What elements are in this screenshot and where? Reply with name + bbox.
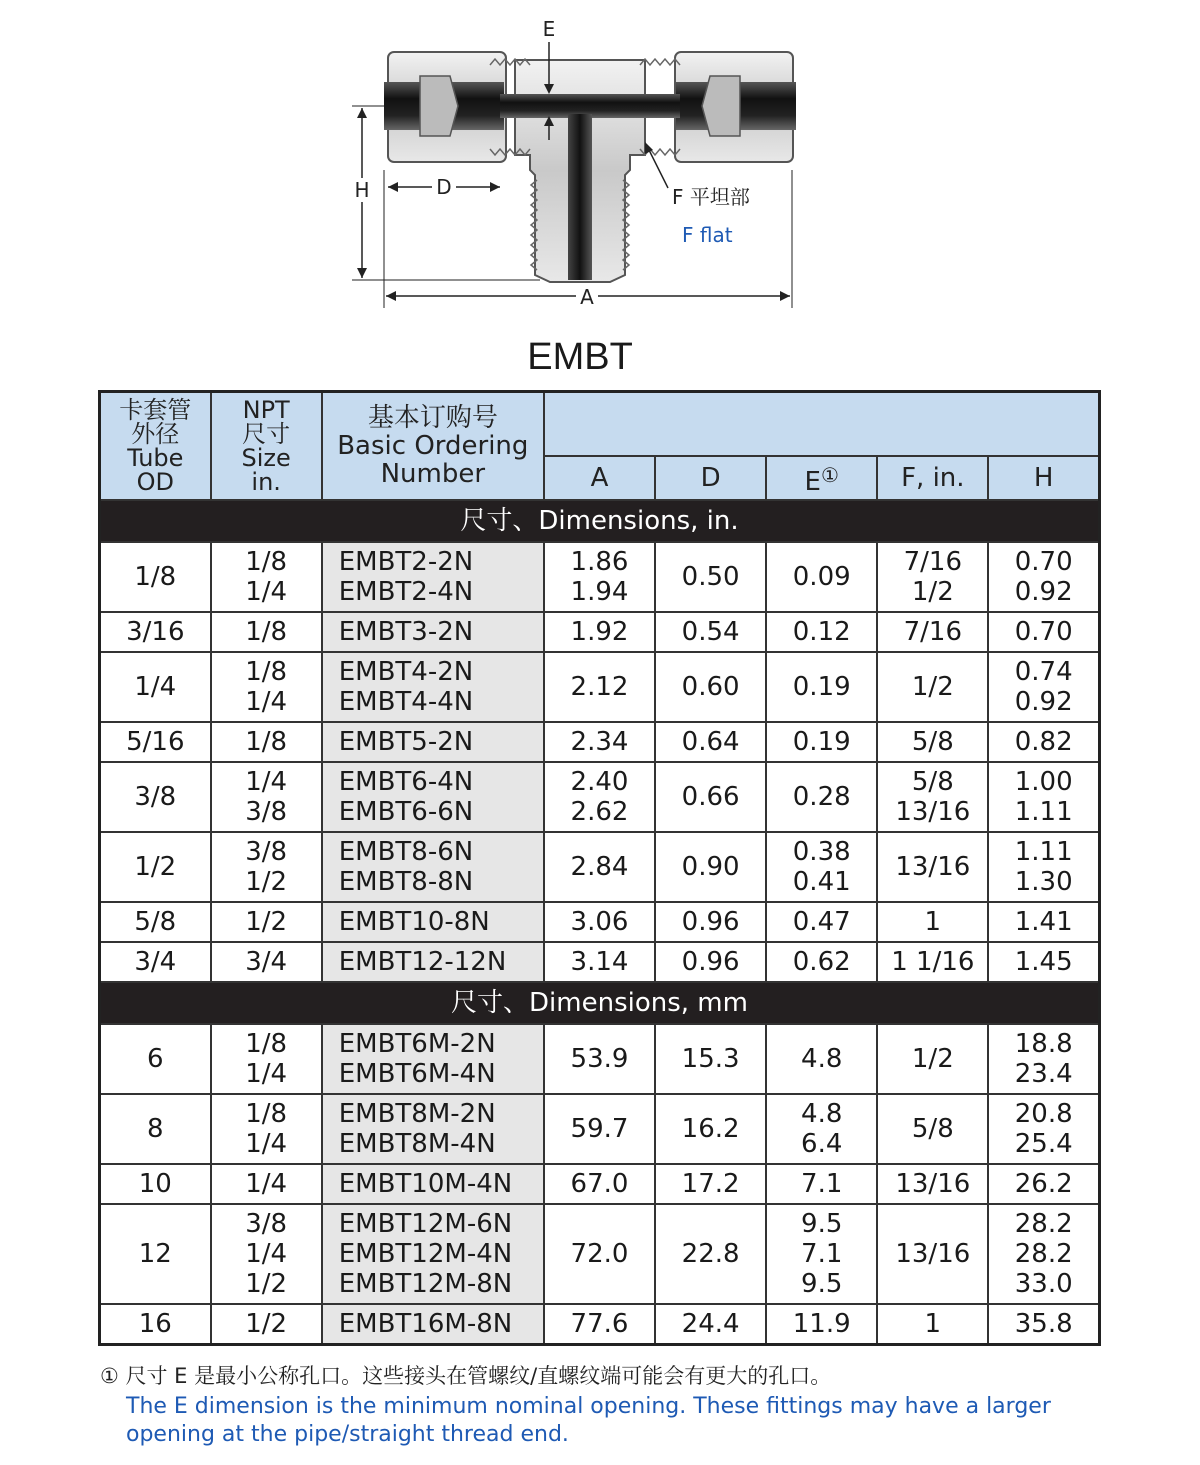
cell-f-line: 13/16 <box>895 1239 971 1269</box>
cell-tube-od: 8 <box>100 1094 211 1164</box>
cell-ordering-number-line: EMBT2-4N <box>338 577 474 607</box>
cell-ordering-number <box>322 762 544 832</box>
cell-ordering-number-line: EMBT12-12N <box>338 947 507 977</box>
header-dimensions-group <box>544 392 1100 457</box>
cell-d-line: 22.8 <box>681 1239 740 1269</box>
dimensions-table <box>98 390 1101 1346</box>
label-e: E <box>542 17 556 41</box>
cell-ordering-number <box>322 1024 544 1094</box>
cell-ordering-number-line: EMBT3-2N <box>338 617 474 647</box>
cell-ordering-number-line: EMBT6-6N <box>338 797 474 827</box>
cell-d-line: 24.4 <box>681 1309 740 1339</box>
cell-npt-size <box>211 1204 322 1304</box>
label-a: A <box>580 285 594 309</box>
label-f-cn: F 平坦部 <box>672 185 750 209</box>
cell-d-line: 0.50 <box>681 562 740 592</box>
cell-f <box>877 1024 988 1094</box>
cell-a-line: 2.40 <box>570 767 629 797</box>
cell-h <box>988 722 1099 762</box>
cell-f-line: 1 1/16 <box>891 947 975 977</box>
cell-h <box>988 1094 1099 1164</box>
cell-tube-od: 3/8 <box>100 762 211 832</box>
cell-a <box>544 652 655 722</box>
cell-h <box>988 612 1099 652</box>
header-a: A <box>544 456 655 500</box>
cell-a-line: 1.92 <box>570 617 629 647</box>
cell-npt-size <box>211 722 322 762</box>
cell-npt-size <box>211 902 322 942</box>
footnote-english: The E dimension is the minimum nominal opening. These fittings may have a larger opening at the pipe/straight thread end. <box>126 1394 1051 1447</box>
cell-f-line: 7/16 <box>903 547 963 577</box>
label-f-en: F flat <box>682 223 733 247</box>
table-row <box>100 762 1100 832</box>
cell-a-line: 77.6 <box>570 1309 629 1339</box>
table-row <box>100 1304 1100 1345</box>
cell-f <box>877 902 988 942</box>
header-h: H <box>988 456 1099 500</box>
cell-npt-size-line: 3/8 <box>245 797 288 827</box>
cell-d <box>655 1304 766 1345</box>
cell-h-line: 1.00 <box>1014 767 1073 797</box>
cell-npt-size-line: 1/4 <box>245 1239 288 1269</box>
cell-e-line: 9.5 <box>801 1269 843 1299</box>
cell-ordering-number <box>322 942 544 982</box>
cell-ordering-number-line: EMBT10-8N <box>338 907 490 937</box>
cell-d <box>655 942 766 982</box>
cell-d-line: 16.2 <box>681 1114 740 1144</box>
cell-h-line: 0.82 <box>1014 727 1073 757</box>
cell-h-line: 0.74 <box>1014 657 1073 687</box>
cell-e <box>766 1204 877 1304</box>
cell-e-line: 4.8 <box>801 1044 843 1074</box>
cell-e <box>766 1094 877 1164</box>
cell-npt-size-line: 1/4 <box>245 577 288 607</box>
cell-h-line: 0.70 <box>1014 617 1073 647</box>
cell-tube-od: 3/4 <box>100 942 211 982</box>
cell-h-line: 1.11 <box>1014 837 1073 867</box>
cell-a-line: 1.86 <box>570 547 629 577</box>
cell-a-line: 67.0 <box>570 1169 629 1199</box>
cell-f-line: 5/8 <box>911 727 954 757</box>
cell-a <box>544 1304 655 1345</box>
cell-npt-size-line: 3/4 <box>245 947 288 977</box>
cell-a-line: 2.84 <box>570 852 629 882</box>
cell-d-line: 0.96 <box>681 947 740 977</box>
cell-a-line: 2.34 <box>570 727 629 757</box>
cell-npt-size <box>211 542 322 612</box>
cell-npt-size-line: 1/4 <box>245 687 288 717</box>
cell-npt-size <box>211 612 322 652</box>
cell-e <box>766 942 877 982</box>
cell-ordering-number-line: EMBT5-2N <box>338 727 474 757</box>
footnote-chinese: ① 尺寸 E 是最小公称孔口。这些接头在管螺纹/直螺纹端可能会有更大的孔口。 <box>100 1364 832 1388</box>
cell-f <box>877 1094 988 1164</box>
cell-tube-od: 1/4 <box>100 652 211 722</box>
cell-a-line: 2.62 <box>570 797 629 827</box>
header-tube-od: 卡套管 外径 Tube OD <box>100 392 211 501</box>
header-d: D <box>655 456 766 500</box>
table-row <box>100 542 1100 612</box>
cell-e-line: 6.4 <box>801 1129 843 1159</box>
cell-e <box>766 612 877 652</box>
cell-a-line: 3.06 <box>570 907 629 937</box>
cell-e-line: 0.47 <box>792 907 851 937</box>
cell-ordering-number-line: EMBT12M-4N <box>338 1239 513 1269</box>
cell-a <box>544 832 655 902</box>
label-h: H <box>354 178 370 202</box>
cell-h <box>988 1024 1099 1094</box>
cell-h <box>988 762 1099 832</box>
cell-f-line: 1 <box>924 907 942 937</box>
cell-ordering-number-line: EMBT8-6N <box>338 837 474 867</box>
cell-ordering-number <box>322 1304 544 1345</box>
cell-npt-size-line: 1/2 <box>245 867 288 897</box>
cell-h-line: 23.4 <box>1014 1059 1073 1089</box>
label-d: D <box>436 175 452 199</box>
cell-f-line: 13/16 <box>895 797 971 827</box>
cell-h-line: 20.8 <box>1014 1099 1073 1129</box>
table-row <box>100 1094 1100 1164</box>
cell-ordering-number-line: EMBT8-8N <box>338 867 474 897</box>
cell-a-line: 2.12 <box>570 672 629 702</box>
cell-e <box>766 542 877 612</box>
branch-bore <box>568 114 592 280</box>
cell-ordering-number-line: EMBT8M-4N <box>338 1129 496 1159</box>
cell-tube-od: 6 <box>100 1024 211 1094</box>
cell-d <box>655 1204 766 1304</box>
cell-a-line: 53.9 <box>570 1044 629 1074</box>
cell-f <box>877 652 988 722</box>
cell-e-line: 0.41 <box>792 867 851 897</box>
cell-a <box>544 1204 655 1304</box>
table-row <box>100 942 1100 982</box>
cell-e-line: 0.09 <box>792 562 851 592</box>
cell-h-line: 1.41 <box>1014 907 1073 937</box>
cell-npt-size-line: 1/8 <box>245 657 288 687</box>
cell-e <box>766 722 877 762</box>
cell-npt-size-line: 1/8 <box>245 1099 288 1129</box>
cell-a <box>544 762 655 832</box>
cell-f <box>877 1304 988 1345</box>
cell-npt-size-line: 1/8 <box>245 547 288 577</box>
cell-f <box>877 1164 988 1204</box>
cell-ordering-number-line: EMBT16M-8N <box>338 1309 513 1339</box>
cell-ordering-number <box>322 652 544 722</box>
cell-a <box>544 722 655 762</box>
cell-e <box>766 1024 877 1094</box>
cell-npt-size-line: 1/2 <box>245 1309 288 1339</box>
cell-ordering-number-line: EMBT6-4N <box>338 767 474 797</box>
table-row <box>100 832 1100 902</box>
cell-npt-size-line: 1/8 <box>245 617 288 647</box>
cell-a <box>544 1164 655 1204</box>
cell-npt-size-line: 1/4 <box>245 767 288 797</box>
cell-h <box>988 652 1099 722</box>
cell-e <box>766 1164 877 1204</box>
cell-d <box>655 612 766 652</box>
section-header-mm: 尺寸、Dimensions, mm <box>100 982 1100 1024</box>
cell-d <box>655 1024 766 1094</box>
cell-a-line: 59.7 <box>570 1114 629 1144</box>
cell-npt-size-line: 1/4 <box>245 1169 288 1199</box>
header-f: F, in. <box>877 456 988 500</box>
cell-h-line: 26.2 <box>1014 1169 1073 1199</box>
page-title: EMBT <box>527 336 633 378</box>
cell-a <box>544 612 655 652</box>
cell-npt-size-line: 3/8 <box>245 1209 288 1239</box>
table-row <box>100 652 1100 722</box>
cell-d-line: 15.3 <box>681 1044 740 1074</box>
cell-ordering-number-line: EMBT6M-2N <box>338 1029 496 1059</box>
cell-e-line: 0.38 <box>792 837 851 867</box>
cell-f <box>877 832 988 902</box>
cell-h-line: 33.0 <box>1014 1269 1073 1299</box>
cell-h <box>988 902 1099 942</box>
cell-a <box>544 1094 655 1164</box>
cell-f <box>877 942 988 982</box>
table-row <box>100 722 1100 762</box>
cell-npt-size-line: 1/4 <box>245 1129 288 1159</box>
cell-d <box>655 722 766 762</box>
cell-h-line: 0.92 <box>1014 577 1073 607</box>
header-ordering-number: 基本订购号 Basic Ordering Number <box>322 392 544 501</box>
table-row <box>100 612 1100 652</box>
cell-f <box>877 612 988 652</box>
cell-ordering-number <box>322 1204 544 1304</box>
cell-d-line: 0.64 <box>681 727 740 757</box>
cell-e <box>766 902 877 942</box>
cell-npt-size-line: 1/8 <box>245 1029 288 1059</box>
cell-d-line: 0.90 <box>681 852 740 882</box>
cell-ordering-number <box>322 902 544 942</box>
cell-h-line: 28.2 <box>1014 1209 1073 1239</box>
cell-e-line: 7.1 <box>801 1239 843 1269</box>
table-row <box>100 902 1100 942</box>
cell-d <box>655 832 766 902</box>
cell-h <box>988 1204 1099 1304</box>
cell-tube-od: 3/16 <box>100 612 211 652</box>
cell-tube-od: 1/2 <box>100 832 211 902</box>
cell-e-line: 0.12 <box>792 617 851 647</box>
cell-ordering-number-line: EMBT8M-2N <box>338 1099 496 1129</box>
cell-f-line: 1/2 <box>911 1044 954 1074</box>
cell-d-line: 0.96 <box>681 907 740 937</box>
cell-f-line: 7/16 <box>903 617 963 647</box>
cell-npt-size <box>211 832 322 902</box>
cell-d-line: 0.54 <box>681 617 740 647</box>
cell-f-line: 13/16 <box>895 852 971 882</box>
cell-ordering-number <box>322 1094 544 1164</box>
cell-f-line: 1 <box>924 1309 942 1339</box>
cell-e <box>766 832 877 902</box>
cell-ordering-number <box>322 832 544 902</box>
cell-h <box>988 1164 1099 1204</box>
cell-npt-size <box>211 1164 322 1204</box>
cell-ordering-number-line: EMBT12M-6N <box>338 1209 513 1239</box>
cell-a-line: 1.94 <box>570 577 629 607</box>
cell-d-line: 0.60 <box>681 672 740 702</box>
cell-d-line: 0.66 <box>681 782 740 812</box>
cell-npt-size-line: 1/2 <box>245 907 288 937</box>
cell-npt-size-line: 3/8 <box>245 837 288 867</box>
cell-f-line: 1/2 <box>911 577 954 607</box>
cell-h <box>988 1304 1099 1345</box>
section-header-inches: 尺寸、Dimensions, in. <box>100 500 1100 542</box>
cell-tube-od: 5/16 <box>100 722 211 762</box>
footnote-mark: ① <box>820 462 839 487</box>
cell-tube-od: 16 <box>100 1304 211 1345</box>
cell-f-line: 5/8 <box>911 767 954 797</box>
cell-h-line: 1.30 <box>1014 867 1073 897</box>
cell-d <box>655 1094 766 1164</box>
cell-d <box>655 902 766 942</box>
cell-ordering-number-line: EMBT4-4N <box>338 687 474 717</box>
cell-npt-size <box>211 1304 322 1345</box>
cell-npt-size <box>211 942 322 982</box>
table-row <box>100 1164 1100 1204</box>
cell-h-line: 1.45 <box>1014 947 1073 977</box>
cell-a-line: 72.0 <box>570 1239 629 1269</box>
cell-h-line: 1.11 <box>1014 797 1073 827</box>
cell-ordering-number-line: EMBT4-2N <box>338 657 474 687</box>
cell-f-line: 13/16 <box>895 1169 971 1199</box>
cell-d <box>655 762 766 832</box>
cell-d <box>655 1164 766 1204</box>
cell-d-line: 17.2 <box>681 1169 740 1199</box>
cell-npt-size <box>211 1094 322 1164</box>
cell-ordering-number-line: EMBT2-2N <box>338 547 474 577</box>
cell-ordering-number-line: EMBT10M-4N <box>338 1169 513 1199</box>
cell-npt-size <box>211 1024 322 1094</box>
cell-tube-od: 1/8 <box>100 542 211 612</box>
cell-d <box>655 652 766 722</box>
cell-npt-size-line: 1/8 <box>245 727 288 757</box>
cell-ordering-number-line: EMBT6M-4N <box>338 1059 496 1089</box>
cell-d <box>655 542 766 612</box>
cell-tube-od: 10 <box>100 1164 211 1204</box>
cell-npt-size <box>211 762 322 832</box>
cell-e-line: 7.1 <box>801 1169 843 1199</box>
cell-h <box>988 942 1099 982</box>
header-e: E① <box>766 456 877 500</box>
cell-h-line: 35.8 <box>1014 1309 1073 1339</box>
cell-h <box>988 542 1099 612</box>
cell-h-line: 18.8 <box>1014 1029 1073 1059</box>
cell-e-line: 0.28 <box>792 782 851 812</box>
cell-a <box>544 942 655 982</box>
cell-e-line: 4.8 <box>801 1099 843 1129</box>
cell-f <box>877 1204 988 1304</box>
table-row <box>100 1024 1100 1094</box>
cell-e-line: 0.19 <box>792 727 851 757</box>
cell-e-line: 9.5 <box>801 1209 843 1239</box>
cell-npt-size-line: 1/4 <box>245 1059 288 1089</box>
cell-a-line: 3.14 <box>570 947 629 977</box>
cell-a <box>544 1024 655 1094</box>
cell-h-line: 25.4 <box>1014 1129 1073 1159</box>
cell-e-line: 11.9 <box>792 1309 851 1339</box>
cell-h-line: 0.70 <box>1014 547 1073 577</box>
cell-ordering-number <box>322 1164 544 1204</box>
tee-fitting-diagram <box>340 10 820 315</box>
cell-ordering-number <box>322 612 544 652</box>
table-row <box>100 1204 1100 1304</box>
cell-h-line: 0.92 <box>1014 687 1073 717</box>
cell-a <box>544 542 655 612</box>
cell-e-line: 0.19 <box>792 672 851 702</box>
cell-f-line: 1/2 <box>911 672 954 702</box>
cell-f-line: 5/8 <box>911 1114 954 1144</box>
cell-ordering-number <box>322 542 544 612</box>
cell-e <box>766 652 877 722</box>
cell-f <box>877 722 988 762</box>
cell-e-line: 0.62 <box>792 947 851 977</box>
cell-tube-od: 12 <box>100 1204 211 1304</box>
cell-h-line: 28.2 <box>1014 1239 1073 1269</box>
cell-e <box>766 1304 877 1345</box>
cell-ordering-number <box>322 722 544 762</box>
cell-a <box>544 902 655 942</box>
cell-e <box>766 762 877 832</box>
cell-f <box>877 542 988 612</box>
cell-tube-od: 5/8 <box>100 902 211 942</box>
cell-f <box>877 762 988 832</box>
cell-h <box>988 832 1099 902</box>
header-npt-size: NPT 尺寸 Size in. <box>211 392 322 501</box>
cell-npt-size-line: 1/2 <box>245 1269 288 1299</box>
cell-npt-size <box>211 652 322 722</box>
cell-ordering-number-line: EMBT12M-8N <box>338 1269 513 1299</box>
